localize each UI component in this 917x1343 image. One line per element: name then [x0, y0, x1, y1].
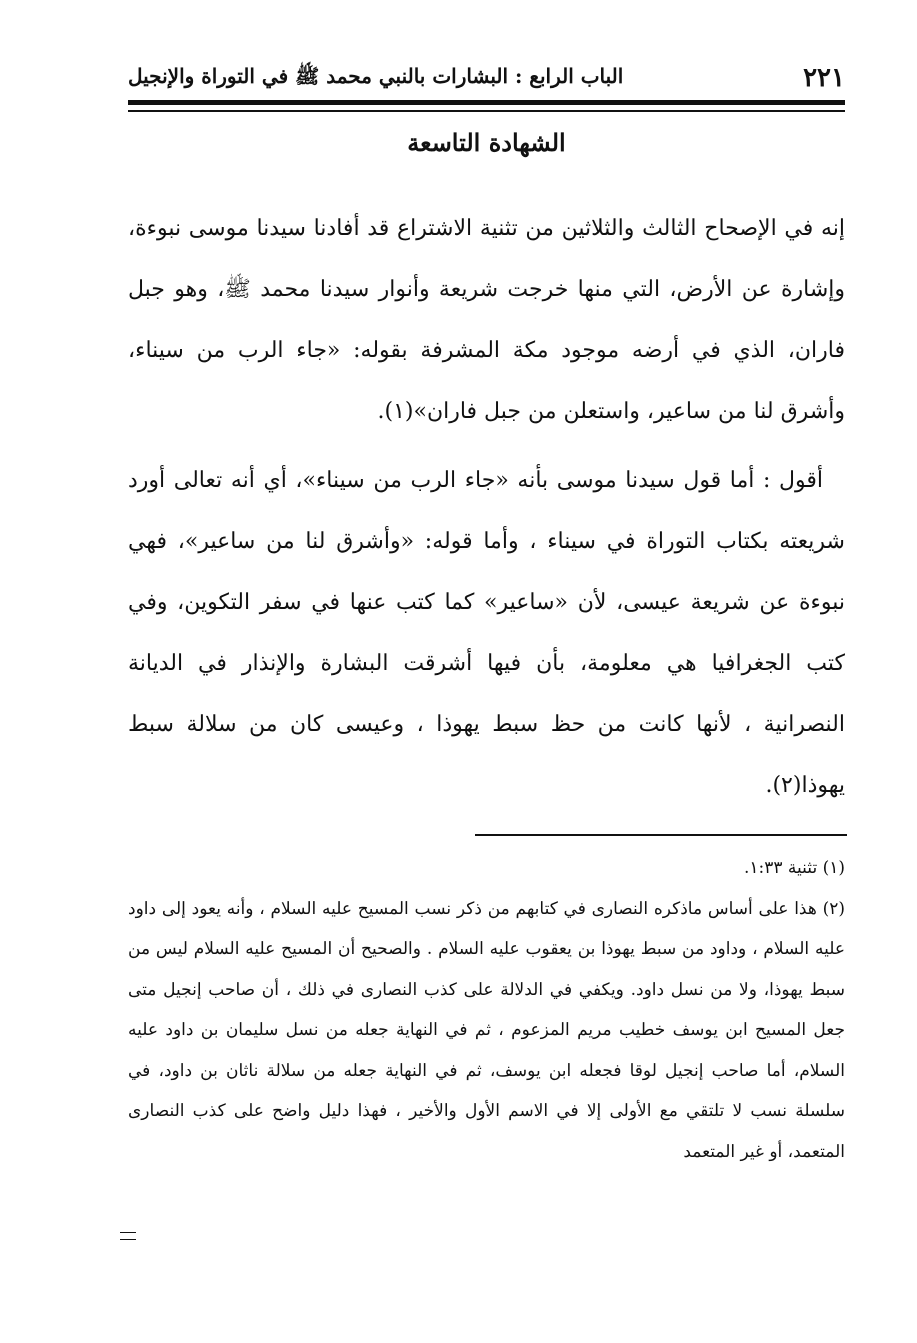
paragraph-2: أقول : أما قول سيدنا موسى بأنه «جاء الرب من سيناء»، أي أنه تعالى أورد شريعته بكتاب التوراة في سيناء ، وأما قوله: «وأشرق لنا من ساعير»، فهي نبوءة عن شريعة عيسى، لأن «ساعير» كما كتب عنها في سفر التكوين، وفي كتب الجغرافيا هي معلومة، بأن فيها أشرقت البشارة والإنذار في الديانة النصرانية ، لأنها كانت من حظ سبط يهوذا ، وعيسى كان من سلالة سبط يهوذا(٢). — [128, 468, 845, 798]
section-heading: الشهادة التاسعة — [407, 128, 566, 157]
running-title: الباب الرابع : البشارات بالنبي محمد ﷺ في التوراة والإنجيل — [128, 63, 624, 88]
footnotes — [128, 848, 845, 1172]
page-number: ٢٢١ — [803, 63, 845, 93]
footnote-1: (١) تثنية ١:٣٣. — [744, 858, 845, 878]
running-header — [128, 58, 845, 98]
footnote-2: (٢) هذا على أساس ماذكره النصارى في كتابهم من ذكر نسب المسيح عليه السلام ، وأنه يعود إلى داود عليه السلام ، وداود من سبط يهوذا بن يعقوب عليه السلام . والصحيح أن المسيح عليه السلام ليس من سبط يهوذا، ولا من نسل داود. ويكفي في الدلالة على كذب النصارى في ذلك ، أن صاحب إنجيل متى جعل المسيح ابن يوسف خطيب مريم المزعوم ، ثم في النهاية جعله من نسل سليمان بن داود عليه السلام، أما صاحب إنجيل لوقا فجعله ابن يوسف، ثم في النهاية جعله من سلالة ناثان بن داود، في سلسلة نسب لا تلتقي مع الأولى إلا في الاسم الأول والأخير ، فهذا دليل واضح على كذب النصارى المتعمد، أو غير المتعمد — [128, 898, 845, 1162]
header-rule-thin — [128, 110, 845, 112]
paragraph-1: إنه في الإصحاح الثالث والثلاثين من تثنية الاشتراع قد أفادنا سيدنا موسى نبوءة، وإشارة عن الأرض، التي منها خرجت شريعة وأنوار سيدنا محمد ﷺ، وهو جبل فاران، الذي في أرضه موجود مكة المشرفة بقوله: «جاء الرب من سيناء، وأشرق لنا من ساعير، واستعلن من جبل فاران»(١). — [128, 216, 845, 424]
header-rule-thick — [128, 100, 845, 105]
main-text — [128, 198, 845, 816]
footnote-separator — [475, 834, 847, 836]
continuation-mark — [120, 1232, 136, 1240]
